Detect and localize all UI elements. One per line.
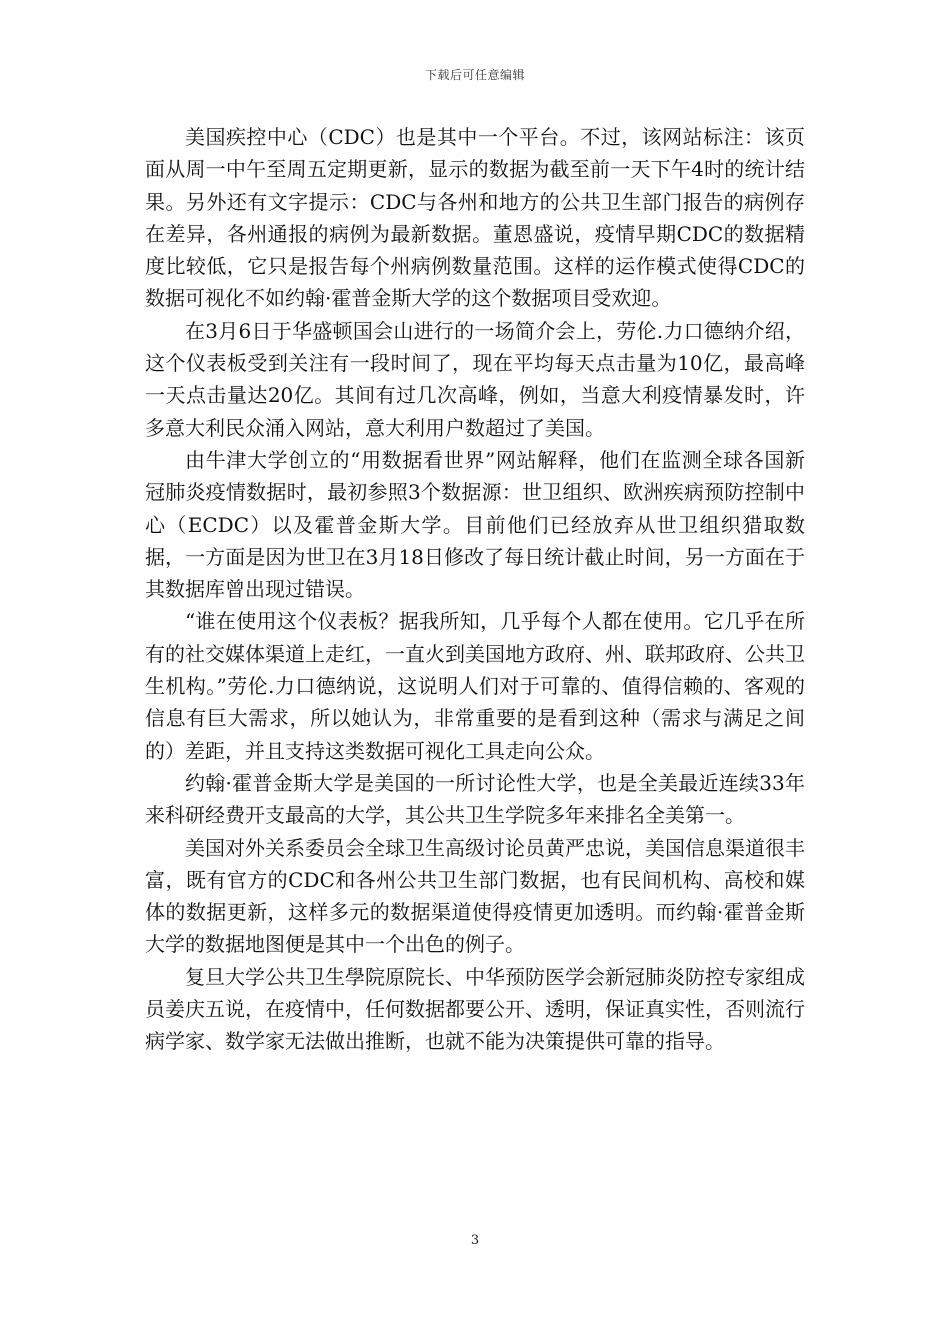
paragraph: “谁在使用这个仪表板？据我所知，几乎每个人都在使用。它几乎在所有的社交媒体渠道上走红，一直火到美国地方政府、州、联邦政府、公共卫生机构。”劳伦.力口德纳说，这说明人们对于可靠的、值得信赖的、客观的信息有巨大需求，所以她认为，非常重要的是看到这种（需求与满足之间的）差距，并且支持这类数据可视化工具走向公众。	[145, 609, 805, 763]
document-body	[145, 121, 805, 1058]
paragraph: 美国疾控中心（CDC）也是其中一个平台。不过，该网站标注：该页面从周一中午至周五定期更新，显示的数据为截至前一天下午4时的统计结果。另外还有文字提示：CDC与各州和地方的公共卫生部门报告的病例存在差异，各州通报的病例为最新数据。董恩盛说，疫情早期CDC的数据精度比较低，它只是报告每个州病例数量范围。这样的运作模式使得CDC的数据可视化不如约翰·霍普金斯大学的这个数据项目受欢迎。	[145, 125, 805, 311]
paragraph: 复旦大学公共卫生學院原院长、中华预防医学会新冠肺炎防控专家组成员姜庆五说，在疫情中，任何数据都要公开、透明，保证真实性，否则流行病学家、数学家无法做出推断，也就不能为决策提供可靠的指导。	[145, 964, 805, 1054]
page-header: 下载后可任意编辑	[424, 68, 525, 82]
paragraph: 约翰·霍普金斯大学是美国的一所讨论性大学，也是全美最近连续33年来科研经费开支最高的大学，其公共卫生学院多年来排名全美第一。	[145, 770, 805, 828]
paragraph: 在3月6日于华盛顿国会山进行的一场简介会上，劳伦.力口德纳介绍，这个仪表板受到关注有一段时间了，现在平均每天点击量为10亿，最高峰一天点击量达20亿。其间有过几次高峰，例如，当意大利疫情暴发时，许多意大利民众涌入网站，意大利用户数超过了美国。	[145, 318, 805, 440]
page-number: 3	[470, 1233, 480, 1248]
paragraph: 由牛津大学创立的“用数据看世界”网站解释，他们在监测全球各国新冠肺炎疫情数据时，最初参照3个数据源：世卫组织、欧洲疾病预防控制中心（ECDC）以及霍普金斯大学。目前他们已经放弃从世卫组织猎取数据，一方面是因为世卫在3月18日修改了每日统计截止时间，另一方面在于其数据库曾出现过错误。	[145, 447, 805, 602]
paragraph: 美国对外关系委员会全球卫生高级讨论员黄严忠说，美国信息渠道很丰富，既有官方的CDC和各州公共卫生部门数据，也有民间机构、高校和媒体的数据更新，这样多元的数据渠道使得疫情更加透明。而约翰·霍普金斯大学的数据地图便是其中一个出色的例子。	[145, 835, 805, 957]
